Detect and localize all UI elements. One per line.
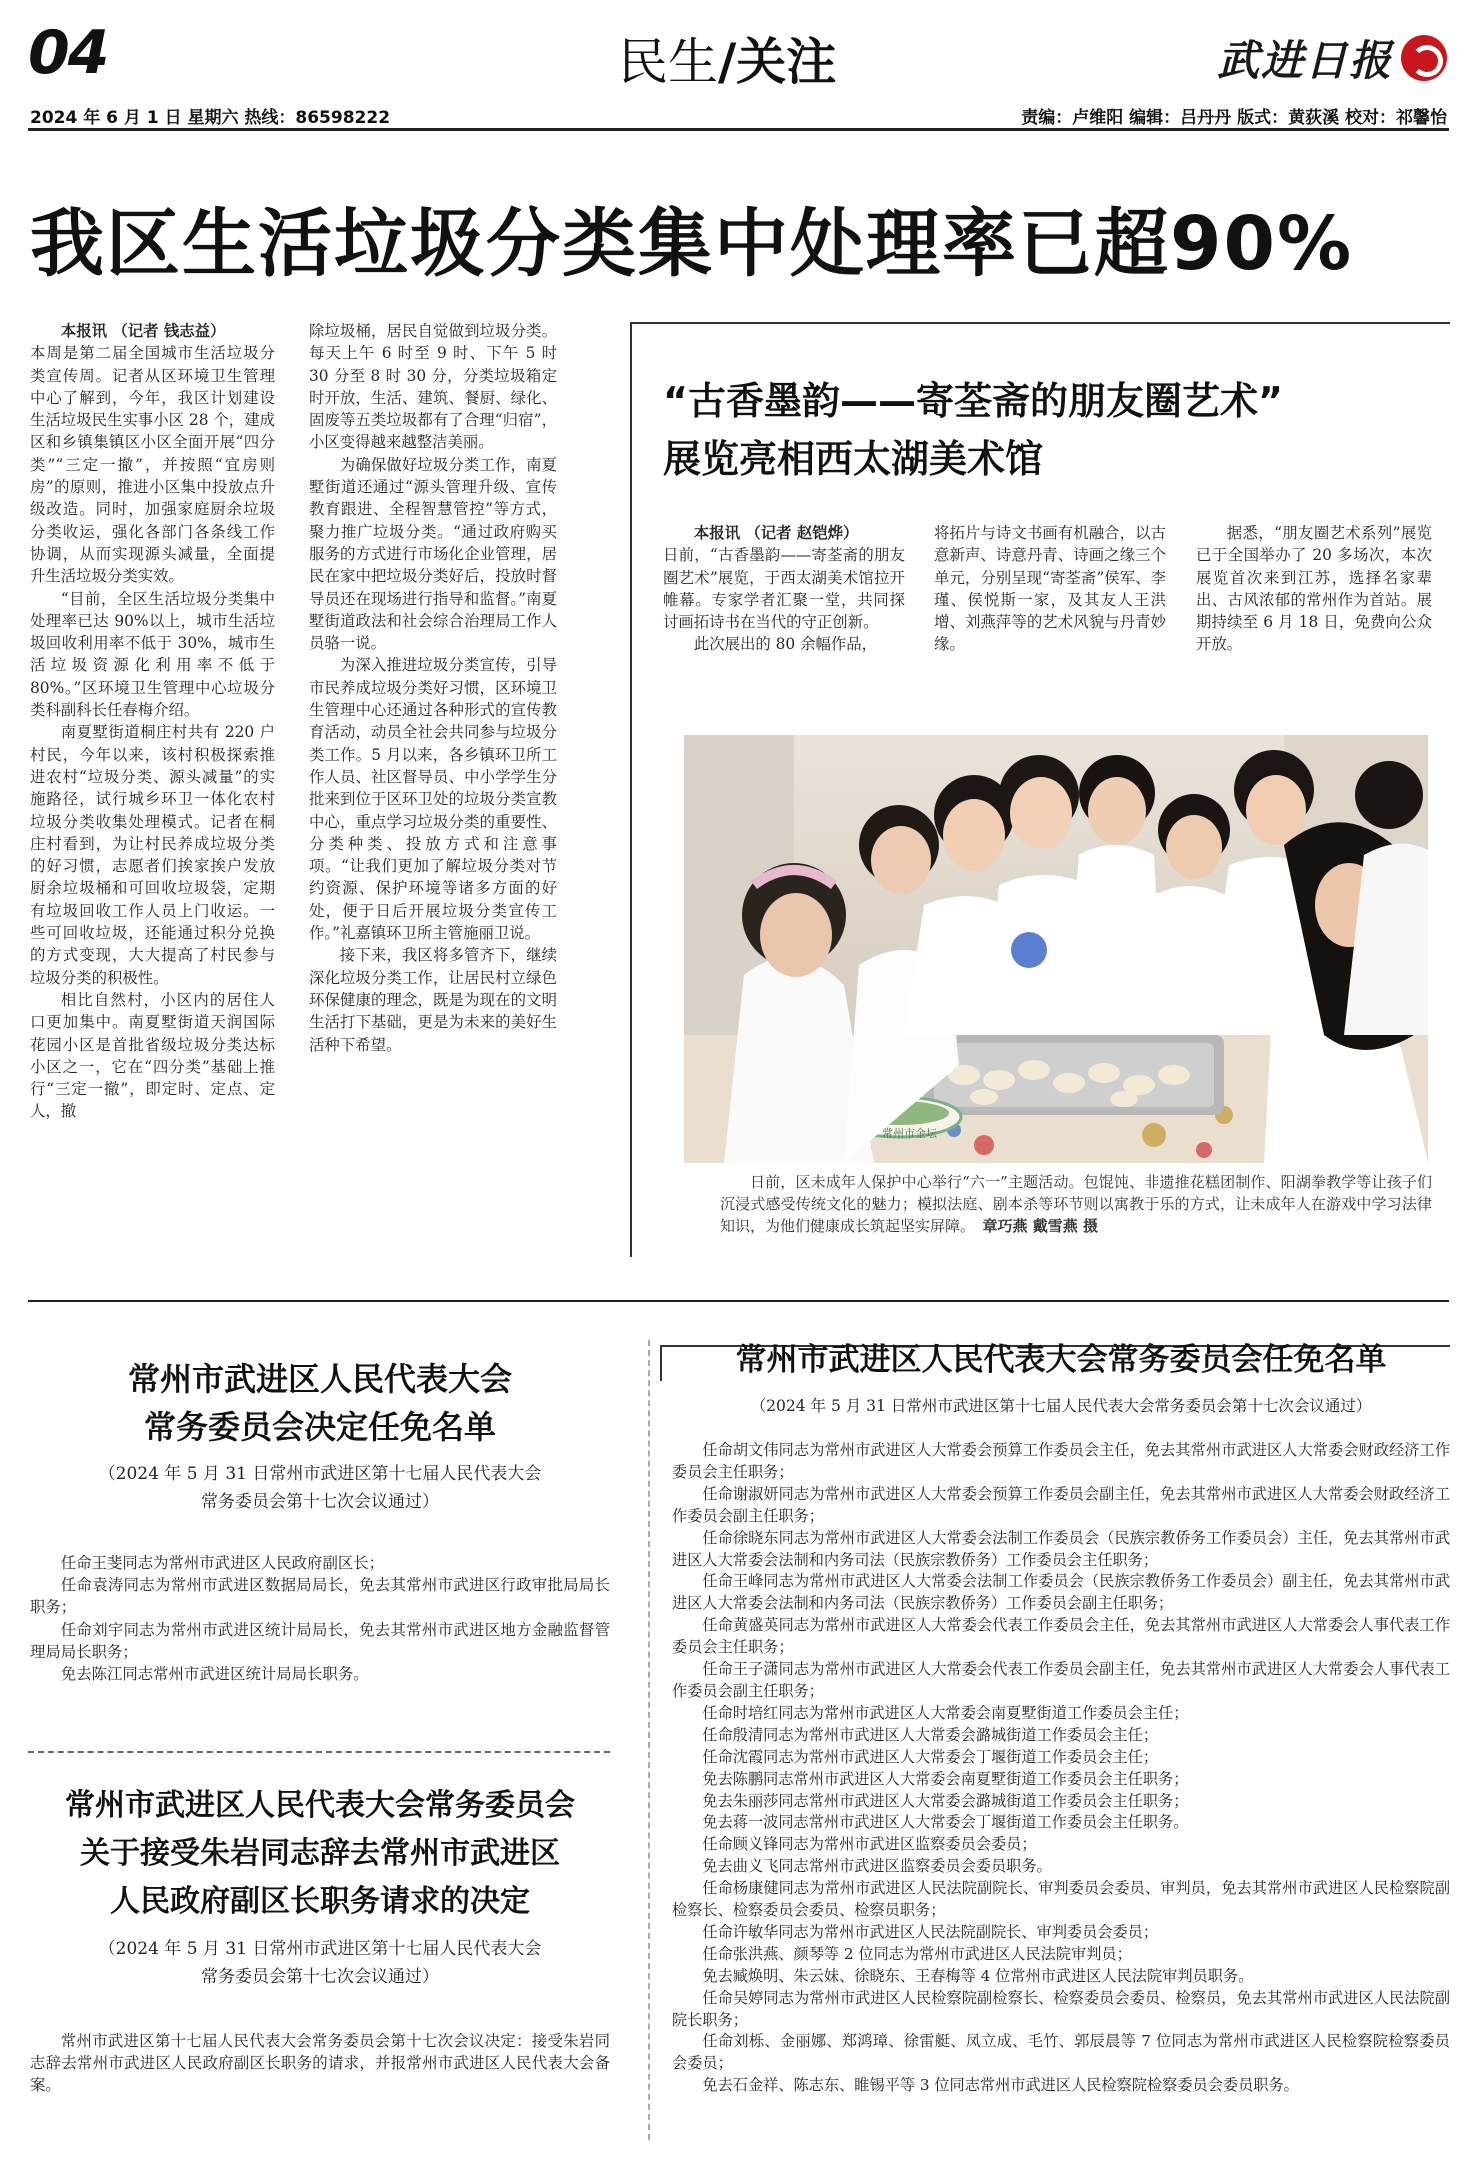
doc1-item: 任命袁涛同志为常州市武进区数据局局长，免去其常州市武进区行政审批局局长职务；	[30, 1576, 610, 1617]
doc3-item: 任命杨康健同志为常州市武进区人民法院副院长、审判委员会委员、审判员，免去其常州市武进区人民检察院副检察长、检察委员会委员、检察员职务；	[672, 1879, 1450, 1920]
newspaper-logo-icon	[1401, 35, 1447, 81]
dashed-divider	[28, 1751, 610, 1753]
exhibition-headline-line1: “古香墨韵——寄荃斋的朋友圈艺术”	[663, 379, 1283, 423]
section-title	[618, 22, 836, 94]
doc2-subtitle-line1: （2024 年 5 月 31 日常州市武进区第十七届人民代表大会	[98, 1939, 542, 1959]
article-byline: 本报讯 （记者 钱志益）	[60, 322, 226, 340]
doc1-item: 任命王斐同志为常州市武进区人民政府副区长；	[60, 1554, 385, 1572]
doc1-body	[30, 1552, 610, 1685]
masthead	[1217, 28, 1447, 88]
bowl-label: 常州市金坛	[882, 1127, 937, 1140]
exhibition-paragraph: 此次展出的 80 余幅作品，	[693, 635, 878, 654]
doc2-title-line1: 常州市武进区人民代表大会常务委员会	[65, 1788, 575, 1823]
article-paragraph: “目前，全区生活垃圾分类集中处理率已达 90%以上，城市生活垃圾回收利用率不低于 30%，城市生活垃圾资源化利用率不低于 80%。”区环境卫生管理中心垃圾分类科副科长任春梅介绍。	[30, 589, 275, 720]
exhibition-headline-line2: 展览亮相西太湖美术馆	[663, 437, 1044, 481]
doc1-subtitle	[30, 1460, 610, 1516]
date-line: 2024 年 6 月 1 日 星期六 热线：86598222	[30, 108, 391, 128]
editor-credits: 责编：卢维阳 编辑：吕丹丹 版式：黄荻溪 校对：祁馨怡	[1021, 108, 1447, 128]
header-divider	[28, 128, 1449, 131]
doc3-item: 任命吴婷同志为常州市武进区人民检察院副检察长、检察委员会委员、检察员，免去其常州市武进区人民法院副院长职务；	[672, 1988, 1450, 2029]
section-divider	[28, 1300, 1449, 1302]
news-photo	[684, 735, 1428, 1163]
doc3-title: 常州市武进区人民代表大会常务委员会任免名单	[735, 1342, 1387, 1378]
doc2-body	[30, 2030, 610, 2097]
article-column-1	[30, 320, 275, 1123]
doc1-subtitle-line1: （2024 年 5 月 31 日常州市武进区第十七届人民代表大会	[98, 1464, 542, 1484]
doc3-item: 任命谢淑妍同志为常州市武进区人大常委会预算工作委员会副主任，免去其常州市武进区人大常委会财政经济工作委员会副主任职务；	[672, 1484, 1450, 1525]
exhibition-paragraph: 将拓片与诗文书画有机融合，以古意新声、诗意丹青、诗画之缘三个单元，分别呈现“寄荃斋”侯军、李瑾、侯悦斯一家，及其友人王洪增、刘燕萍等的艺术风貌与丹青妙缘。	[934, 524, 1166, 654]
doc3-body	[672, 1440, 1450, 2097]
exhibition-column-3	[1196, 522, 1432, 656]
doc3-item: 任命王子潇同志为常州市武进区人大常委会代表工作委员会副主任，免去其常州市武进区人大常委会人事代表工作委员会副主任职务；	[672, 1660, 1450, 1700]
article-paragraph: 本周是第二届全国城市生活垃圾分类宣传周。记者从区环境卫生管理中心了解到，今年，我区计划建设生活垃圾民生实事小区 28 个，建成区和乡镇集镇区小区全面开展“四分类”“三定一撤”，并按照“宜房则房”的原则，推进小区集中投放点升级改造。同时，加强家庭厨余垃圾分类收运，强化各部门各条线工作协调，从而实现源头减量，全面提升生活垃圾分类实效。	[30, 344, 275, 586]
doc2-subtitle	[30, 1935, 610, 1991]
exhibition-column-2	[934, 522, 1166, 656]
article-paragraph: 除垃圾桶，居民自觉做到垃圾分类。每天上午 6 时至 9 时、下午 5 时 30 分至 8 时 30 分，分类垃圾箱定时开放，生活、建筑、餐厨、绿化、固废等五类垃圾都有了合理“归宿”，小区变得越来越整洁美丽。	[309, 322, 557, 452]
exhibition-byline: 本报讯 （记者 赵铠烨）	[693, 524, 859, 542]
article-paragraph: 接下来，我区将多管齐下，继续深化垃圾分类工作，让居民村立绿色环保健康的理念，既是为现在的文明生活打下基础，更是为未来的美好生活种下希望。	[309, 946, 557, 1054]
doc1-item: 免去陈江同志常州市武进区统计局局长职务。	[60, 1665, 369, 1684]
main-headline: 我区生活垃圾分类集中处理率已超90%	[30, 201, 1354, 287]
article-paragraph: 相比自然村，小区内的居住人口更加集中。南夏墅街道天润国际花园小区是首批省级垃圾分类达标小区之一，它在“四分类”基础上推行“三定一撤”，即定时、定点、定人，撤	[30, 990, 275, 1121]
doc2-title-line3: 人民政府副区长职务请求的决定	[110, 1884, 530, 1919]
doc3-item: 免去朱丽莎同志常州市武进区人大常委会潞城街道工作委员会主任职务；	[702, 1791, 1189, 1810]
doc3-item: 免去曲义飞同志常州市武进区监察委员会委员职务。	[702, 1857, 1052, 1876]
exhibition-column-1	[663, 522, 905, 656]
article-paragraph: 为确保做好垃圾分类工作，南夏墅街道还通过“源头管理升级、宣传教育跟进、全程智慧管控”等方式，聚力推广垃圾分类。“通过政府购买服务的方式进行市场化企业管理，居民在家中把垃圾分类好后，投放时督导员还在现场进行指导和监督。”南夏墅街道政法和社会综合治理局工作人员骆一说。	[309, 455, 557, 653]
doc3-item: 任命刘栎、金丽娜、郑鸿璋、徐雷艇、凤立成、毛竹、郭辰晨等 7 位同志为常州市武进区人民检察院检察委员会委员；	[672, 2032, 1450, 2073]
article-paragraph: 南夏墅街道桐庄村共有 220 户村民，今年以来，该村积极探索推进农村“垃圾分类、源头减量”的实施路径，试行城乡环卫一体化农村垃圾分类收集处理模式。记者在桐庄村看到，为让村民养成垃圾分类的好习惯，志愿者们挨家挨户发放厨余垃圾桶和可回收垃圾袋，定期有垃圾回收工作人员上门收运。一些可回收垃圾，还能通过积分兑换的方式变现，大大提高了村民参与垃圾分类的积极性。	[30, 723, 275, 987]
photo-credit: 章巧燕 戴雪燕 摄	[982, 1217, 1098, 1235]
doc3-item: 任命时培红同志为常州市武进区人大常委会南夏墅街道工作委员会主任；	[702, 1703, 1189, 1722]
doc2-paragraph: 常州市武进区第十七届人民代表大会常务委员会第十七次会议决定：接受朱岩同志辞去常州市武进区人民政府副区长职务的请求，并报常州市武进区人民代表大会备案。	[30, 2032, 610, 2095]
photo-caption-text: 日前，区未成年人保护中心举行“六一”主题活动。包馄饨、非遗推花糕团制作、阳湖拳教学等让孩子们沉浸式感受传统文化的魅力；模拟法庭、剧本杀等环节则以寓教于乐的方式，让未成年人在游戏中学习法律知识，为他们健康成长筑起坚实屏障。	[720, 1173, 1432, 1235]
photo-caption	[720, 1171, 1432, 1237]
doc3-item: 免去石金祥、陈志东、睢锡平等 3 位同志常州市武进区人民检察院检察委员会委员职务。	[702, 2076, 1299, 2095]
doc1-item: 任命刘宇同志为常州市武进区统计局局长，免去其常州市武进区地方金融监督管理局局长职务；	[30, 1620, 610, 1661]
doc3-item: 免去蒋一波同志常州市武进区人大常委会丁堰街道工作委员会主任职务。	[702, 1813, 1189, 1832]
doc1-title-line1: 常州市武进区人民代表大会	[127, 1360, 512, 1398]
doc1-subtitle-line2: 常务委员会第十七次会议通过）	[201, 1492, 439, 1512]
doc3-item: 免去臧焕明、朱云妹、徐晓东、王春梅等 4 位常州市武进区人民法院审判员职务。	[702, 1966, 1254, 1985]
doc3-item: 任命张洪燕、颜琴等 2 位同志为常州市武进区人民法院审判员；	[702, 1944, 1132, 1963]
doc3-item: 任命徐晓东同志为常州市武进区人大常委会法制工作委员会（民族宗教侨务工作委员会）主任，免去其常州市武进区人大常委会法制和内务司法（民族宗教侨务）工作委员会主任职务；	[672, 1528, 1450, 1569]
doc2-title	[30, 1782, 610, 1926]
exhibition-paragraph: 日前，“古香墨韵——寄荃斋的朋友圈艺术”展览，于西太湖美术馆拉开帷幕。专家学者汇聚一堂，共同探讨画拓诗书在当代的守正创新。	[663, 546, 905, 632]
masthead-title: 武进日报	[1216, 36, 1393, 85]
column-separator	[648, 1340, 650, 2140]
section-title-sub: 关注	[736, 33, 837, 91]
article-paragraph: 为深入推进垃圾分类宣传，引导市民养成垃圾分类好习惯，区环境卫生管理中心还通过各种形式的宣传教育活动，动员全社会共同参与垃圾分类工作。5 月以来，各乡镇环卫所工作人员、社区督导员、中小学学生分批来到位于区环卫处的垃圾分类宣教中心，重点学习垃圾分类的重要性、分类种类、投放方式和注意事项。“让我们更加了解垃圾分类对节约资源、保护环境等诸多方面的好处，便于日后开展垃圾分类宣传工作。”礼嘉镇环卫所主管施丽卫说。	[309, 656, 557, 943]
doc3-item: 任命殷清同志为常州市武进区人大常委会潞城街道工作委员会主任；	[702, 1725, 1159, 1744]
doc2-title-line2: 关于接受朱岩同志辞去常州市武进区	[80, 1836, 560, 1871]
exhibition-headline	[663, 372, 1443, 488]
section-title-sep: /	[718, 33, 737, 91]
doc1-title-line2: 常务委员会决定任免名单	[143, 1408, 496, 1446]
page-number: 04	[28, 18, 108, 88]
doc2-subtitle-line2: 常务委员会第十七次会议通过）	[201, 1967, 439, 1987]
doc3-item: 任命王峰同志为常州市武进区人大常委会法制工作委员会（民族宗教侨务工作委员会）副主任，免去其常州市武进区人大常委会法制和内务司法（民族宗教侨务）工作委员会副主任职务；	[672, 1572, 1450, 1613]
doc3-item: 任命许敏华同志为常州市武进区人民法院副院长、审判委员会委员；	[702, 1922, 1159, 1941]
article-column-2	[309, 320, 557, 1056]
children-making-dumplings-photo	[684, 735, 1428, 1163]
doc1-title	[30, 1355, 610, 1451]
doc3-item: 任命顾义锋同志为常州市武进区监察委员会委员；	[702, 1835, 1037, 1854]
doc3-item: 任命黄盛英同志为常州市武进区人大常委会代表工作委员会主任，免去其常州市武进区人大常委会人事代表工作委员会主任职务；	[672, 1616, 1450, 1657]
exhibition-paragraph: 据悉，“朋友圈艺术系列”展览已于全国举办了 20 多场次，本次展览首次来到江苏，选择名家辈出、古风浓郁的常州作为首站。展期持续至 6 月 18 日，免费向公众开放。	[1196, 524, 1432, 654]
section-title-main: 民生	[618, 33, 718, 91]
doc3-subtitle: （2024 年 5 月 31 日常州市武进区第十七届人民代表大会常务委员会第十七次会议通过）	[750, 1397, 1372, 1415]
doc3-item: 任命沈霞同志为常州市武进区人大常委会丁堰街道工作委员会主任；	[702, 1747, 1159, 1766]
doc3-item: 免去陈鹏同志常州市武进区人大常委会南夏墅街道工作委员会主任职务；	[702, 1769, 1189, 1788]
doc3-item: 任命胡文伟同志为常州市武进区人大常委会预算工作委员会主任，免去其常州市武进区人大常委会财政经济工作委员会主任职务；	[672, 1441, 1450, 1481]
